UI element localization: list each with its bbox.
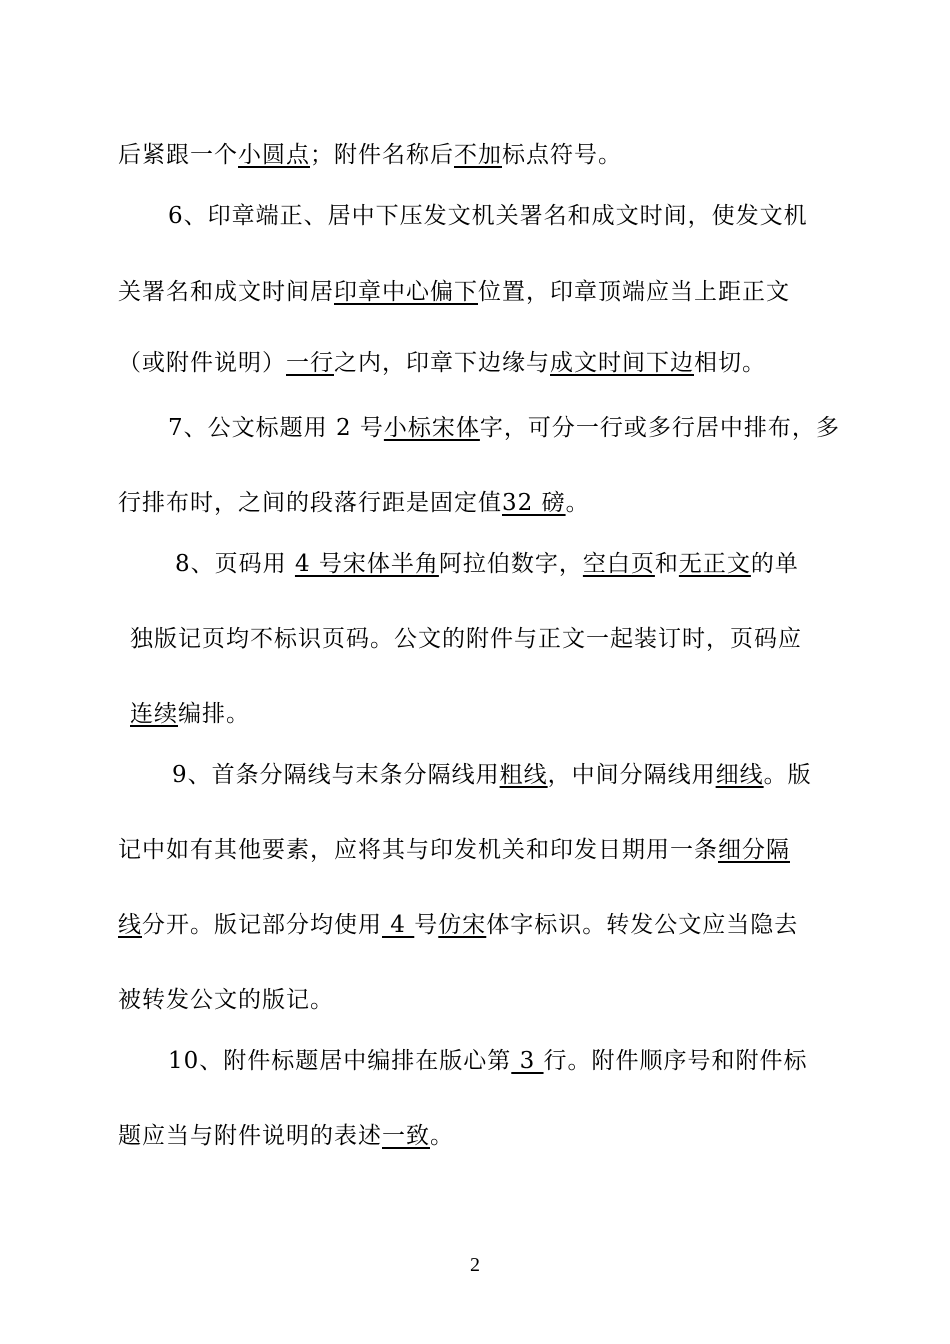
text: 分开。版记部分均使用: [142, 912, 382, 938]
text: ，中间分隔线用: [547, 762, 716, 788]
text-line: [168, 413, 840, 443]
text: 题应当与附件说明的表述: [118, 1123, 382, 1149]
text: 。版: [763, 762, 812, 788]
text-line: [118, 277, 790, 307]
underlined-term: 一致: [382, 1123, 430, 1149]
text-line: [118, 488, 590, 518]
text: 。: [430, 1123, 454, 1149]
text-line: [118, 835, 790, 865]
text-line: [118, 985, 334, 1015]
text-line: [172, 760, 812, 790]
text: 关署名和成文时间居: [118, 279, 334, 305]
underlined-term: 线: [118, 912, 142, 938]
text-line: [118, 1121, 454, 1151]
text-line: [118, 348, 766, 378]
underlined-term: 无正文: [678, 551, 751, 577]
text: 位置，印章顶端应当上距正文: [478, 279, 790, 305]
text: 和: [654, 551, 679, 577]
text: 编排。: [178, 701, 250, 727]
underlined-term: 细线: [715, 762, 764, 788]
underlined-term: 细分隔: [718, 837, 790, 863]
underlined-term: 小圆点: [238, 142, 310, 168]
underlined-term: 4: [382, 912, 415, 938]
text: 被转发公文的版记。: [118, 987, 334, 1013]
underlined-term: 粗线: [499, 762, 548, 788]
text: 的单: [750, 551, 799, 577]
text: 字，可分一行或多行居中排布，多: [479, 415, 840, 441]
underlined-term: 连续: [130, 701, 178, 727]
text: 相切。: [694, 350, 766, 376]
underlined-term: 小标宋体: [383, 415, 480, 441]
underlined-term: 32 磅: [502, 490, 566, 516]
text: 行。附件顺序号和附件标: [543, 1048, 808, 1074]
text: 行排布时，之间的段落行距是固定值: [118, 490, 502, 516]
text: 9、首条分隔线与末条分隔线用: [172, 762, 500, 788]
underlined-term: 印章中心偏下: [334, 279, 478, 305]
text: 。: [565, 490, 590, 516]
text: 标点符号。: [502, 142, 622, 168]
text: 7、公文标题用 2 号: [168, 415, 384, 441]
underlined-term: 4 号宋体半角: [294, 551, 439, 577]
text: 6、印章端正、居中下压发文机关署名和成文时间，使发文机: [168, 203, 808, 229]
text: 10、附件标题居中编排在版心第: [168, 1048, 512, 1074]
text: 阿拉伯数字，: [438, 551, 583, 577]
text-line: [175, 549, 799, 579]
text-line: [118, 140, 622, 170]
underlined-term: 空白页: [582, 551, 655, 577]
text: 独版记页均不标识页码。公文的附件与正文一起装订时，页码应: [130, 626, 802, 652]
underlined-term: 成文时间下边: [550, 350, 694, 376]
text: 后紧跟一个: [118, 142, 238, 168]
text-line: [118, 910, 798, 940]
text-line: [130, 699, 250, 729]
page-number: 2: [470, 1254, 480, 1276]
underlined-term: 3: [511, 1048, 544, 1074]
underlined-term: 一行: [286, 350, 334, 376]
text: ；附件名称后: [310, 142, 454, 168]
text: （或附件说明）: [118, 350, 286, 376]
underlined-term: 不加: [454, 142, 502, 168]
underlined-term: 仿宋: [438, 912, 487, 938]
text-line: [130, 624, 802, 654]
text-line: [168, 201, 808, 231]
text: 记中如有其他要素，应将其与印发机关和印发日期用一条: [118, 837, 718, 863]
text-line: [168, 1046, 808, 1076]
text: 体字标识。转发公文应当隐去: [486, 912, 799, 938]
text: 之内，印章下边缘与: [334, 350, 550, 376]
text: 8、页码用: [175, 551, 295, 577]
text: 号: [414, 912, 439, 938]
